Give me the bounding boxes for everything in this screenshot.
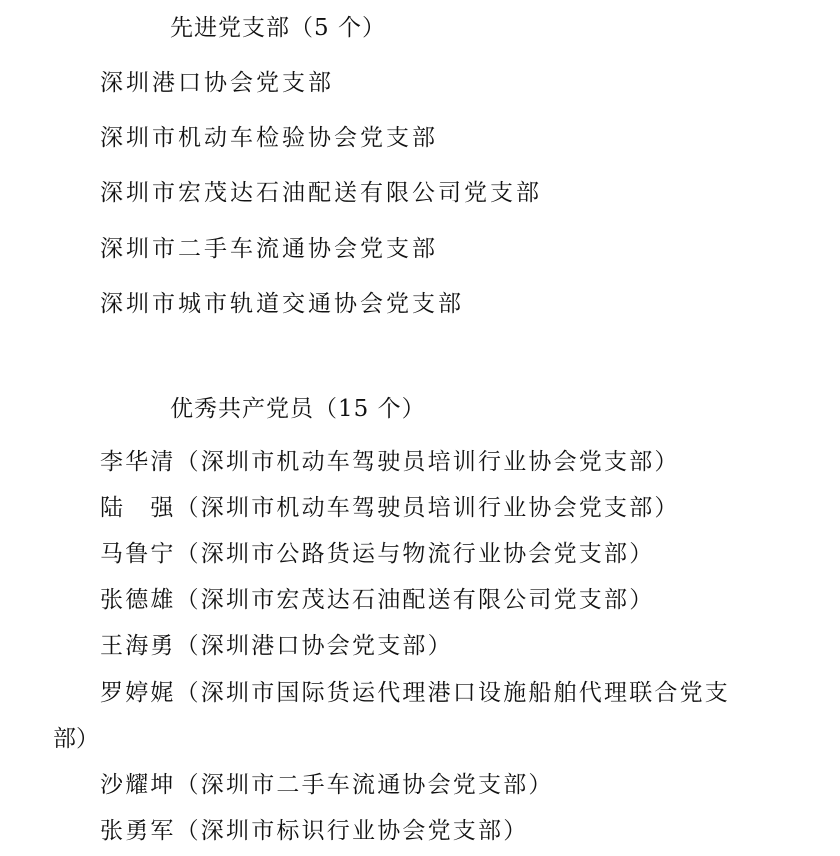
member-item-3: 马鲁宁（深圳市公路货运与物流行业协会党支部） xyxy=(100,541,655,567)
member-item-2: 陆 强（深圳市机动车驾驶员培训行业协会党支部） xyxy=(100,495,680,521)
member-item-6: 罗婷娓（深圳市国际货运代理港口设施船舶代理联合党支 xyxy=(100,680,730,706)
members-heading: 优秀共产党员（15 个） xyxy=(170,396,426,422)
member-item-6-continuation: 部） xyxy=(53,726,99,752)
branch-item-1: 深圳港口协会党支部 xyxy=(100,70,334,96)
member-item-8: 张勇军（深圳市标识行业协会党支部） xyxy=(100,818,529,844)
member-item-7: 沙耀坤（深圳市二手车流通协会党支部） xyxy=(100,772,554,798)
branch-item-5: 深圳市城市轨道交通协会党支部 xyxy=(100,291,464,317)
member-item-5: 王海勇（深圳港口协会党支部） xyxy=(100,633,453,659)
branch-item-2: 深圳市机动车检验协会党支部 xyxy=(100,125,438,151)
branch-item-3: 深圳市宏茂达石油配送有限公司党支部 xyxy=(100,180,542,206)
member-item-1: 李华清（深圳市机动车驾驶员培训行业协会党支部） xyxy=(100,449,680,475)
member-item-4: 张德雄（深圳市宏茂达石油配送有限公司党支部） xyxy=(100,587,655,613)
branches-heading: 先进党支部（5 个） xyxy=(170,15,386,41)
branch-item-4: 深圳市二手车流通协会党支部 xyxy=(100,236,438,262)
